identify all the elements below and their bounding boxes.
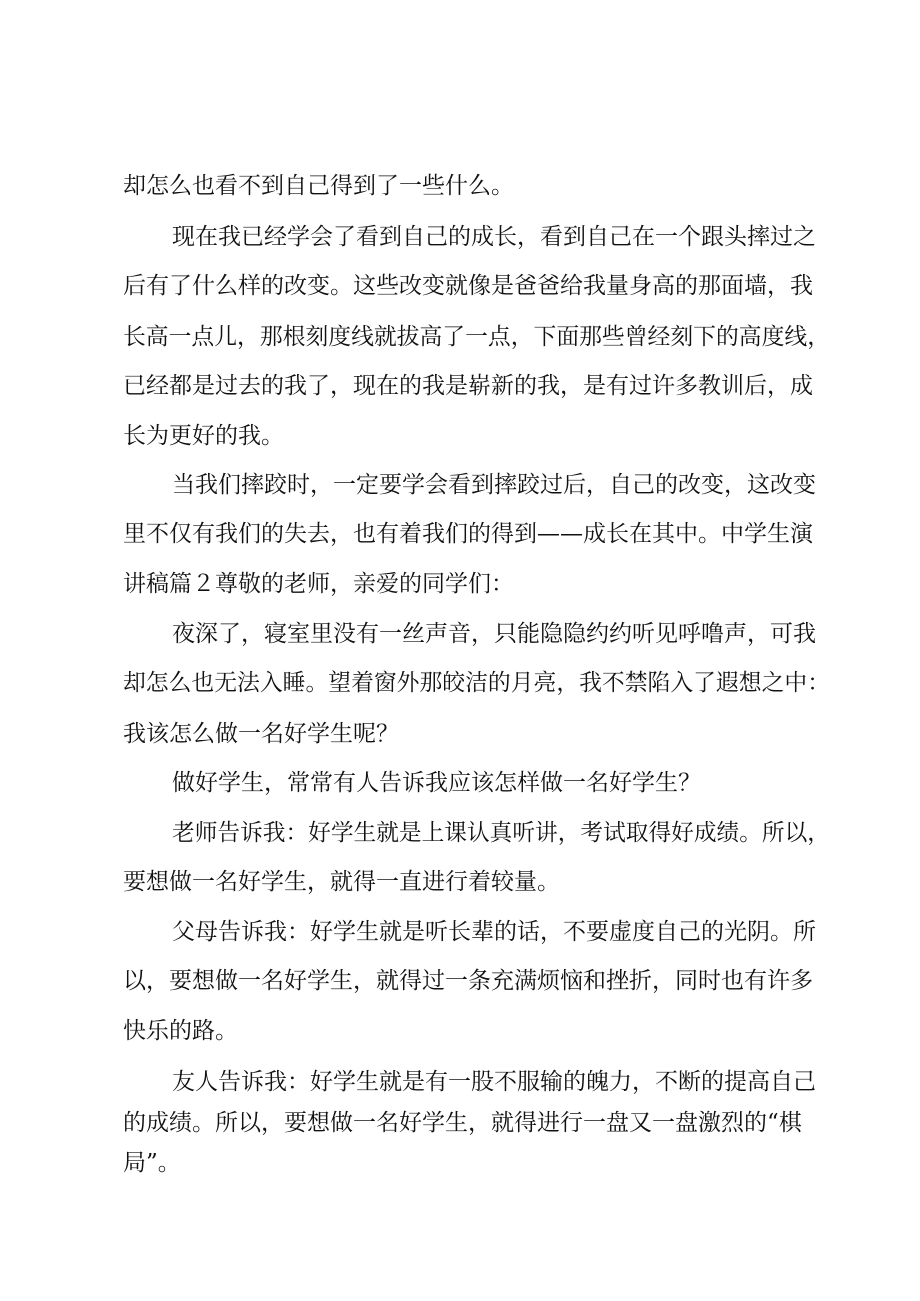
line-text: 长高一点儿，那根刻度线就拔高了一点，下面那些曾经刻下的高度线， xyxy=(123,324,830,350)
text-line xyxy=(0,1145,920,1181)
text-line xyxy=(0,1064,920,1100)
line-text: 要想做一名好学生，就得一直进行着较量。 xyxy=(123,869,560,895)
line-text: 做好学生，常常有人告诉我应该怎样做一名好学生？ xyxy=(172,770,701,796)
text-line xyxy=(0,219,920,255)
line-text: 夜深了，寝室里没有一丝声音，只能隐隐约约听见呼噜声，可我 xyxy=(172,621,816,647)
text-line xyxy=(0,368,920,404)
line-text: 现在我已经学会了看到自己的成长，看到自己在一个跟头摔过之 xyxy=(172,224,816,250)
line-text: 的成绩。所以，要想做一名好学生，就得进行一盘又一盘激烈的“棋 xyxy=(123,1110,802,1136)
text-line xyxy=(0,168,920,204)
line-text: 我该怎么做一名好学生呢？ xyxy=(123,721,399,747)
text-line xyxy=(0,319,920,355)
line-text: 里不仅有我们的失去，也有着我们的得到——成长在其中。中学生演 xyxy=(123,521,813,547)
line-text: 已经都是过去的我了，现在的我是崭新的我，是有过许多教训后，成 xyxy=(123,373,813,399)
text-line xyxy=(0,418,920,454)
text-line xyxy=(0,963,920,999)
text-line xyxy=(0,566,920,602)
line-text: 局”。 xyxy=(123,1150,181,1176)
text-line xyxy=(0,665,920,701)
text-line xyxy=(0,516,920,552)
line-text: 友人告诉我：好学生就是有一股不服输的魄力，不断的提高自己 xyxy=(172,1069,816,1095)
line-text: 讲稿篇２尊敬的老师，亲爱的同学们： xyxy=(123,571,514,597)
line-text: 老师告诉我：好学生就是上课认真听讲，考试取得好成绩。所以， xyxy=(172,820,830,846)
text-line xyxy=(0,1013,920,1049)
text-line xyxy=(0,765,920,801)
line-text: 快乐的路。 xyxy=(123,1018,238,1044)
text-line xyxy=(0,616,920,652)
line-text: 后有了什么样的改变。这些改变就像是爸爸给我量身高的那面墙，我 xyxy=(123,273,813,299)
text-line xyxy=(0,716,920,752)
line-text: 当我们摔跤时，一定要学会看到摔跤过后，自己的改变，这改变 xyxy=(172,472,816,498)
line-text: 却怎么也无法入睡。望着窗外那皎洁的月亮，我不禁陷入了遐想之中： xyxy=(123,670,830,696)
text-line xyxy=(0,815,920,851)
text-line xyxy=(0,864,920,900)
text-line xyxy=(0,268,920,304)
text-line xyxy=(0,914,920,950)
text-line xyxy=(0,467,920,503)
line-text: 以，要想做一名好学生，就得过一条充满烦恼和挫折，同时也有许多 xyxy=(123,968,813,994)
text-line xyxy=(0,1105,920,1141)
line-text: 长为更好的我。 xyxy=(123,423,284,449)
line-text: 父母告诉我：好学生就是听长辈的话，不要虚度自己的光阴。所 xyxy=(172,919,816,945)
line-text: 却怎么也看不到自己得到了一些什么。 xyxy=(123,173,514,199)
